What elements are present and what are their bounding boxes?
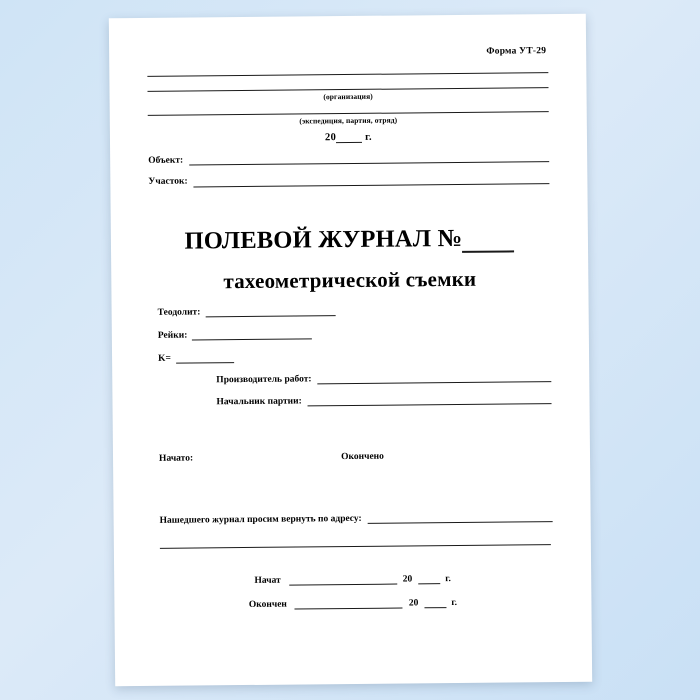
staffs-input[interactable] — [192, 329, 312, 340]
plot-input[interactable] — [194, 174, 550, 187]
theodolite-label: Теодолит: — [157, 307, 201, 318]
plot-row — [148, 174, 549, 188]
producer-label: Производитель работ: — [216, 374, 312, 386]
footer-finished-year-input[interactable] — [424, 598, 446, 608]
journal-number-input[interactable] — [462, 230, 514, 252]
started-label: Начато: — [158, 453, 194, 464]
return-address-line-2[interactable] — [160, 544, 551, 549]
staffs-label: Рейки: — [157, 330, 188, 341]
footer-finished-date-input[interactable] — [295, 598, 403, 609]
chief-label: Начальник партии: — [216, 396, 302, 408]
producer-row — [150, 372, 551, 386]
staffs-row — [150, 327, 551, 341]
footer-finished-row — [152, 597, 553, 611]
document-title-text: ПОЛЕВОЙ ЖУРНАЛ № — [184, 224, 463, 255]
document-title — [149, 224, 550, 256]
finished-input[interactable] — [390, 460, 510, 461]
chief-input[interactable] — [308, 394, 552, 406]
object-row — [148, 152, 549, 166]
object-input[interactable] — [189, 153, 549, 166]
year-input[interactable] — [336, 132, 362, 143]
plot-label: Участок: — [148, 176, 188, 188]
document-page — [109, 14, 592, 687]
organization-caption: (организация) — [323, 91, 373, 102]
footer-started-row — [152, 573, 553, 587]
chief-row — [150, 394, 551, 408]
producer-input[interactable] — [317, 372, 551, 384]
started-input[interactable] — [199, 462, 299, 463]
form-code: Форма УТ-29 — [486, 46, 547, 57]
object-label: Объект: — [148, 155, 184, 166]
footer-started-year-input[interactable] — [418, 574, 440, 584]
theodolite-input[interactable] — [205, 306, 335, 317]
dates-row — [151, 450, 552, 464]
k-row — [150, 350, 551, 364]
finished-label: Окончено — [341, 451, 384, 462]
unit-caption: (экспедиция, партия, отряд) — [299, 115, 398, 126]
return-address-row — [152, 512, 553, 526]
footer-started-year: 20 — [402, 574, 413, 585]
k-input[interactable] — [176, 353, 234, 364]
year-prefix: 20 — [324, 132, 337, 144]
document-subtitle: тахеометрической съемки — [223, 266, 477, 294]
return-address-label: Нашедшего журнал просим вернуть по адресу: — [159, 513, 362, 526]
year-suffix: г. — [365, 131, 372, 143]
footer-started-date-input[interactable] — [289, 574, 397, 585]
k-label: K= — [158, 353, 171, 364]
return-address-input[interactable] — [368, 512, 553, 524]
footer-finished-label: Окончен — [248, 599, 287, 610]
footer-finished-year: 20 — [408, 598, 419, 609]
theodolite-row — [150, 304, 551, 318]
footer-started-year-suffix: г. — [445, 573, 451, 584]
footer-finished-year-suffix: г. — [451, 597, 458, 608]
footer-started-label: Начат — [254, 575, 281, 586]
year-line — [148, 130, 549, 145]
